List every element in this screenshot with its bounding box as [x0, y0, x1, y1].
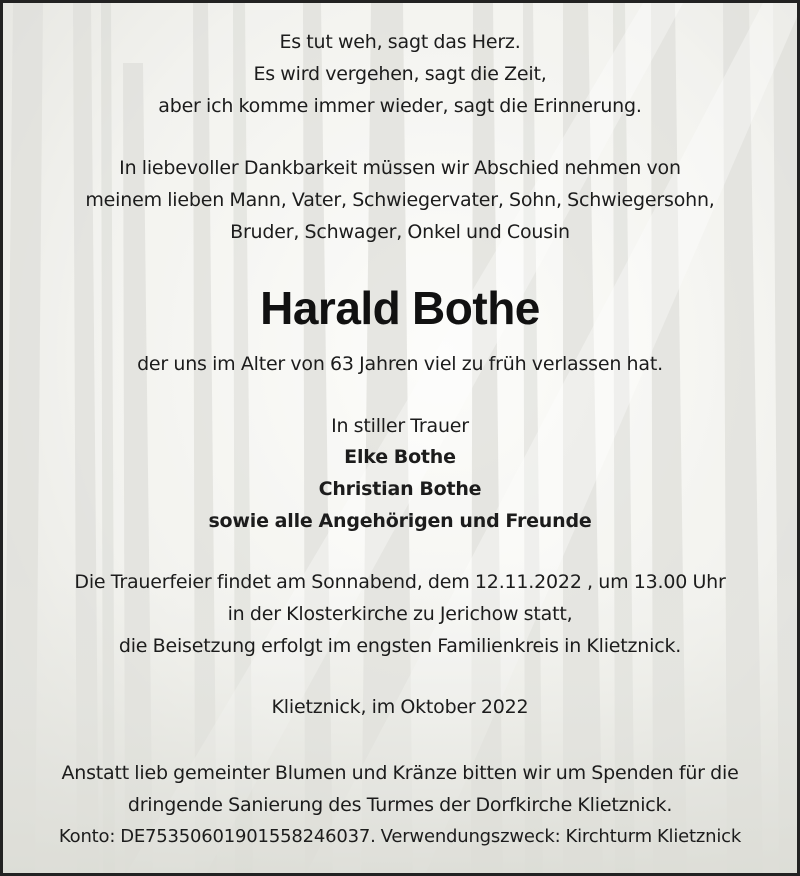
intro-line-2: meinem lieben Mann, Vater, Schwiegervater, Sohn, Schwiegersohn, — [85, 189, 715, 211]
deceased-name: Harald Bothe — [260, 282, 540, 334]
donation-line-2: dringende Sanierung des Turmes der Dorfkirche Klietznick. — [127, 794, 673, 816]
poem-line-1: Es tut weh, sagt das Herz. — [279, 31, 521, 53]
mourners-heading: In stiller Trauer — [331, 415, 469, 437]
poem-line-3: aber ich komme immer wieder, sagt die Erinnerung. — [158, 95, 642, 117]
age-line: der uns im Alter von 63 Jahren viel zu früh verlassen hat. — [137, 353, 663, 375]
mourner-name: Elke Bothe — [344, 446, 456, 468]
place-date: Klietznick, im Oktober 2022 — [271, 696, 529, 718]
intro-line-3: Bruder, Schwager, Onkel und Cousin — [230, 221, 570, 243]
mourner-name: sowie alle Angehörigen und Freunde — [208, 510, 592, 532]
service-line-1: Die Trauerfeier findet am Sonnabend, dem 12.11.2022 , um 13.00 Uhr — [74, 571, 726, 593]
service-line-3: die Beisetzung erfolgt im engsten Familienkreis in Klietznick. — [118, 635, 682, 657]
service-line-2: in der Klosterkirche zu Jerichow statt, — [227, 603, 573, 625]
mourner-name: Christian Bothe — [318, 478, 482, 500]
poem-line-2: Es wird vergehen, sagt die Zeit, — [253, 63, 547, 85]
bank-account-line: Konto: DE75350601901558246037. Verwendungszweck: Kirchturm Klietznick — [58, 826, 742, 847]
forest-background-image — [3, 3, 800, 876]
donation-line-1: Anstatt lieb gemeinter Blumen und Kränze bitten wir um Spenden für die — [61, 762, 739, 784]
intro-line-1: In liebevoller Dankbarkeit müssen wir Abschied nehmen von — [119, 157, 681, 179]
